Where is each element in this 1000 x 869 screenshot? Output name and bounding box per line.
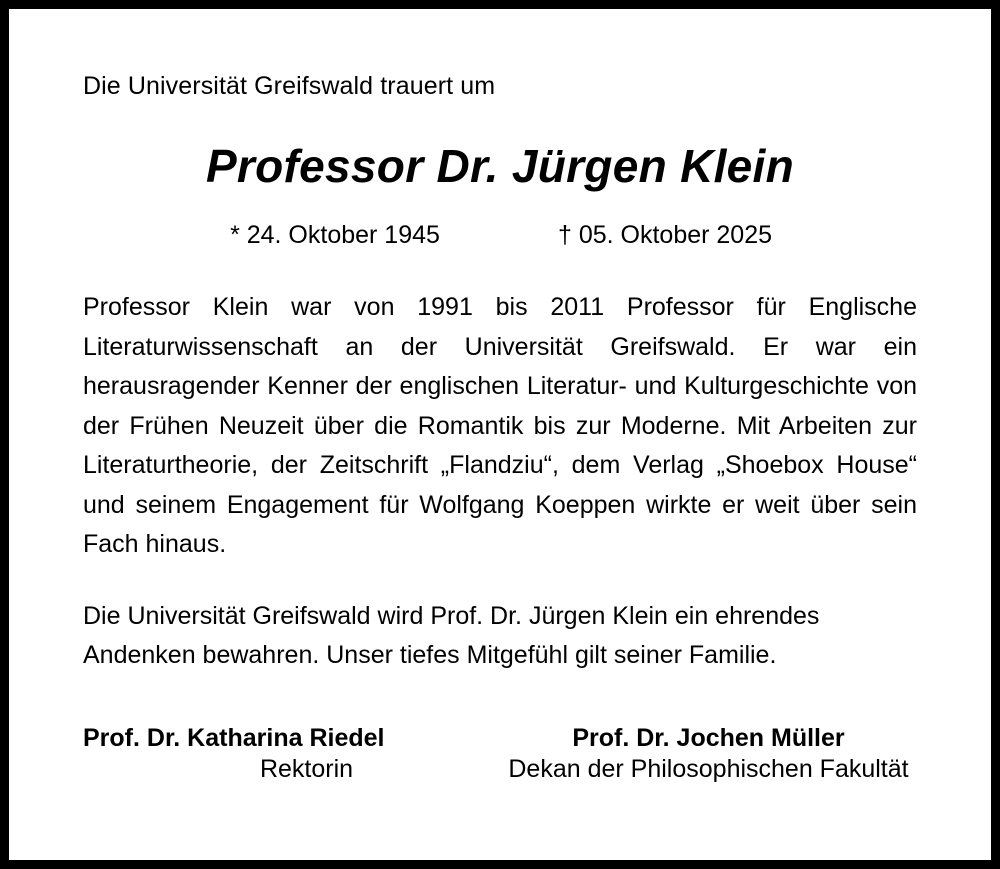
signatory-name: Prof. Dr. Jochen Müller: [572, 723, 845, 752]
signatory-dean: [500, 724, 917, 784]
signatory-rector: [83, 724, 500, 784]
birth-date: * 24. Oktober 1945: [230, 221, 440, 249]
death-date: † 05. Oktober 2025: [557, 221, 773, 249]
signatory-role: Rektorin: [259, 754, 354, 783]
deceased-name: Professor Dr. Jürgen Klein: [205, 140, 795, 192]
life-dates: [83, 221, 917, 250]
signatory-name: Prof. Dr. Katharina Riedel: [83, 723, 385, 752]
signatures: [83, 724, 917, 784]
tribute-paragraph-2: Die Universität Greifswald wird Prof. Dr. Jürgen Klein ein ehrendes Andenken bewahren. Unser tiefes Mitgefühl gilt seiner Familie.: [83, 601, 820, 669]
tribute-paragraph-1: Professor Klein war von 1991 bis 2011 Professor für Englische Literaturwissenschaft an der Universität Greifswald. Er war ein herausragender Kenner der englischen Literatur- und Kulturgeschichte von der Frühen Neuzeit über die Romantik bis zur Moderne. Mit Arbeiten zur Literaturtheorie, der Zeitschrift „Flandziu“, dem Verlag „Shoebox House“ und seinem Engagement für Wolfgang Koeppen wirkte er weit über sein Fach hinaus.: [83, 293, 917, 558]
signatory-role: Dekan der Philosophischen Fakultät: [508, 754, 909, 783]
intro-line: Die Universität Greifswald trauert um: [83, 72, 496, 100]
